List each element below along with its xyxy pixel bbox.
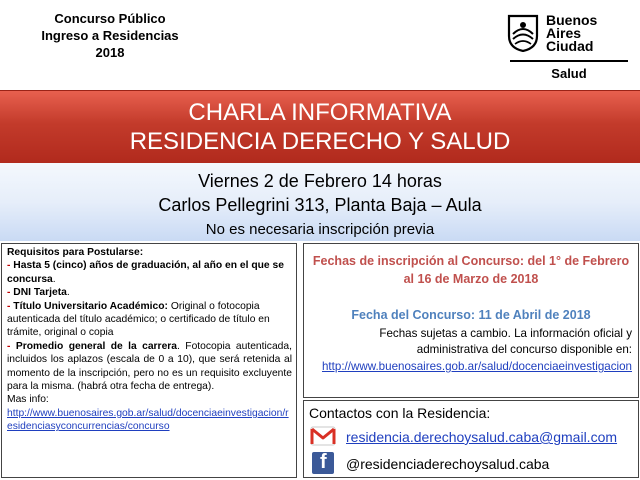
facebook-handle[interactable]: @residenciaderechoysalud.caba <box>346 456 550 472</box>
requirement-item: - DNI Tarjeta. <box>7 287 70 299</box>
contest-title-line2: Ingreso a Residencias <box>41 28 179 43</box>
event-details <box>0 163 640 241</box>
gmail-icon <box>310 426 336 446</box>
requirement-item: - Promedio general de la carrera. Fotocopia autenticada, incluidos los aplazos (escala de 0 a 10), que será retenida al momento de la inscripción, pero no es un requisito excluyente para la misma. (habrá otra fecha de entrega). <box>7 340 292 393</box>
requirement-item: - Título Universitario Académico: Original o fotocopia autenticada del título académico; o certificado de título en trámite, original o copia <box>7 300 270 339</box>
event-where: Carlos Pellegrini 313, Planta Baja – Aula <box>158 195 482 215</box>
email-link[interactable]: residencia.derechoysalud.caba@gmail.com <box>346 429 618 445</box>
banner-title-line2: RESIDENCIA DERECHO Y SALUD <box>129 128 511 155</box>
requirements-link[interactable]: http://www.buenosaires.gob.ar/salud/docenciaeinvestigacion/residenciasyconcurrencias/concurso <box>7 407 289 433</box>
logo-wordmark <box>546 14 597 53</box>
buenos-aires-logo <box>506 14 634 84</box>
more-info-label: Mas info: <box>7 394 49 406</box>
logo-line-ciudad: Ciudad <box>546 38 594 54</box>
requirements-title: Requisitos para Postularse: <box>7 247 144 258</box>
logo-line-aires: Aires <box>546 25 582 41</box>
banner-title-line1: CHARLA INFORMATIVA <box>188 99 452 126</box>
city-seal-icon <box>506 14 540 52</box>
event-when: Viernes 2 de Febrero 14 horas <box>198 171 442 191</box>
logo-line-buenos: Buenos <box>546 12 598 28</box>
facebook-icon: f <box>312 452 334 474</box>
requirements-box <box>1 243 297 478</box>
inscription-dates: Fechas de inscripción al Concurso: del 1° de Febrero al 16 de Marzo de 2018 <box>312 254 630 286</box>
official-info-link[interactable]: http://www.buenosaires.gob.ar/salud/docenciaeinvestigacion <box>321 360 632 373</box>
event-note: No es necesaria inscripción previa <box>205 221 435 238</box>
contacts-box <box>303 400 639 478</box>
contest-year: 2018 <box>95 45 125 60</box>
requirement-item: - Hasta 5 (cinco) años de graduación, al año en el que se concursa. <box>7 260 284 285</box>
contest-title-line1: Concurso Público <box>54 11 166 26</box>
logo-divider <box>510 60 628 62</box>
dates-box <box>303 243 639 398</box>
title-banner <box>0 90 640 164</box>
contacts-title: Contactos con la Residencia: <box>309 405 491 421</box>
contest-title <box>10 10 210 61</box>
contest-date: Fecha del Concurso: 11 de Abril de 2018 <box>351 308 591 322</box>
dates-note: Fechas sujetas a cambio. La información oficial y administrativa del concurso disponible en: <box>379 327 632 356</box>
logo-salud: Salud <box>551 66 587 81</box>
